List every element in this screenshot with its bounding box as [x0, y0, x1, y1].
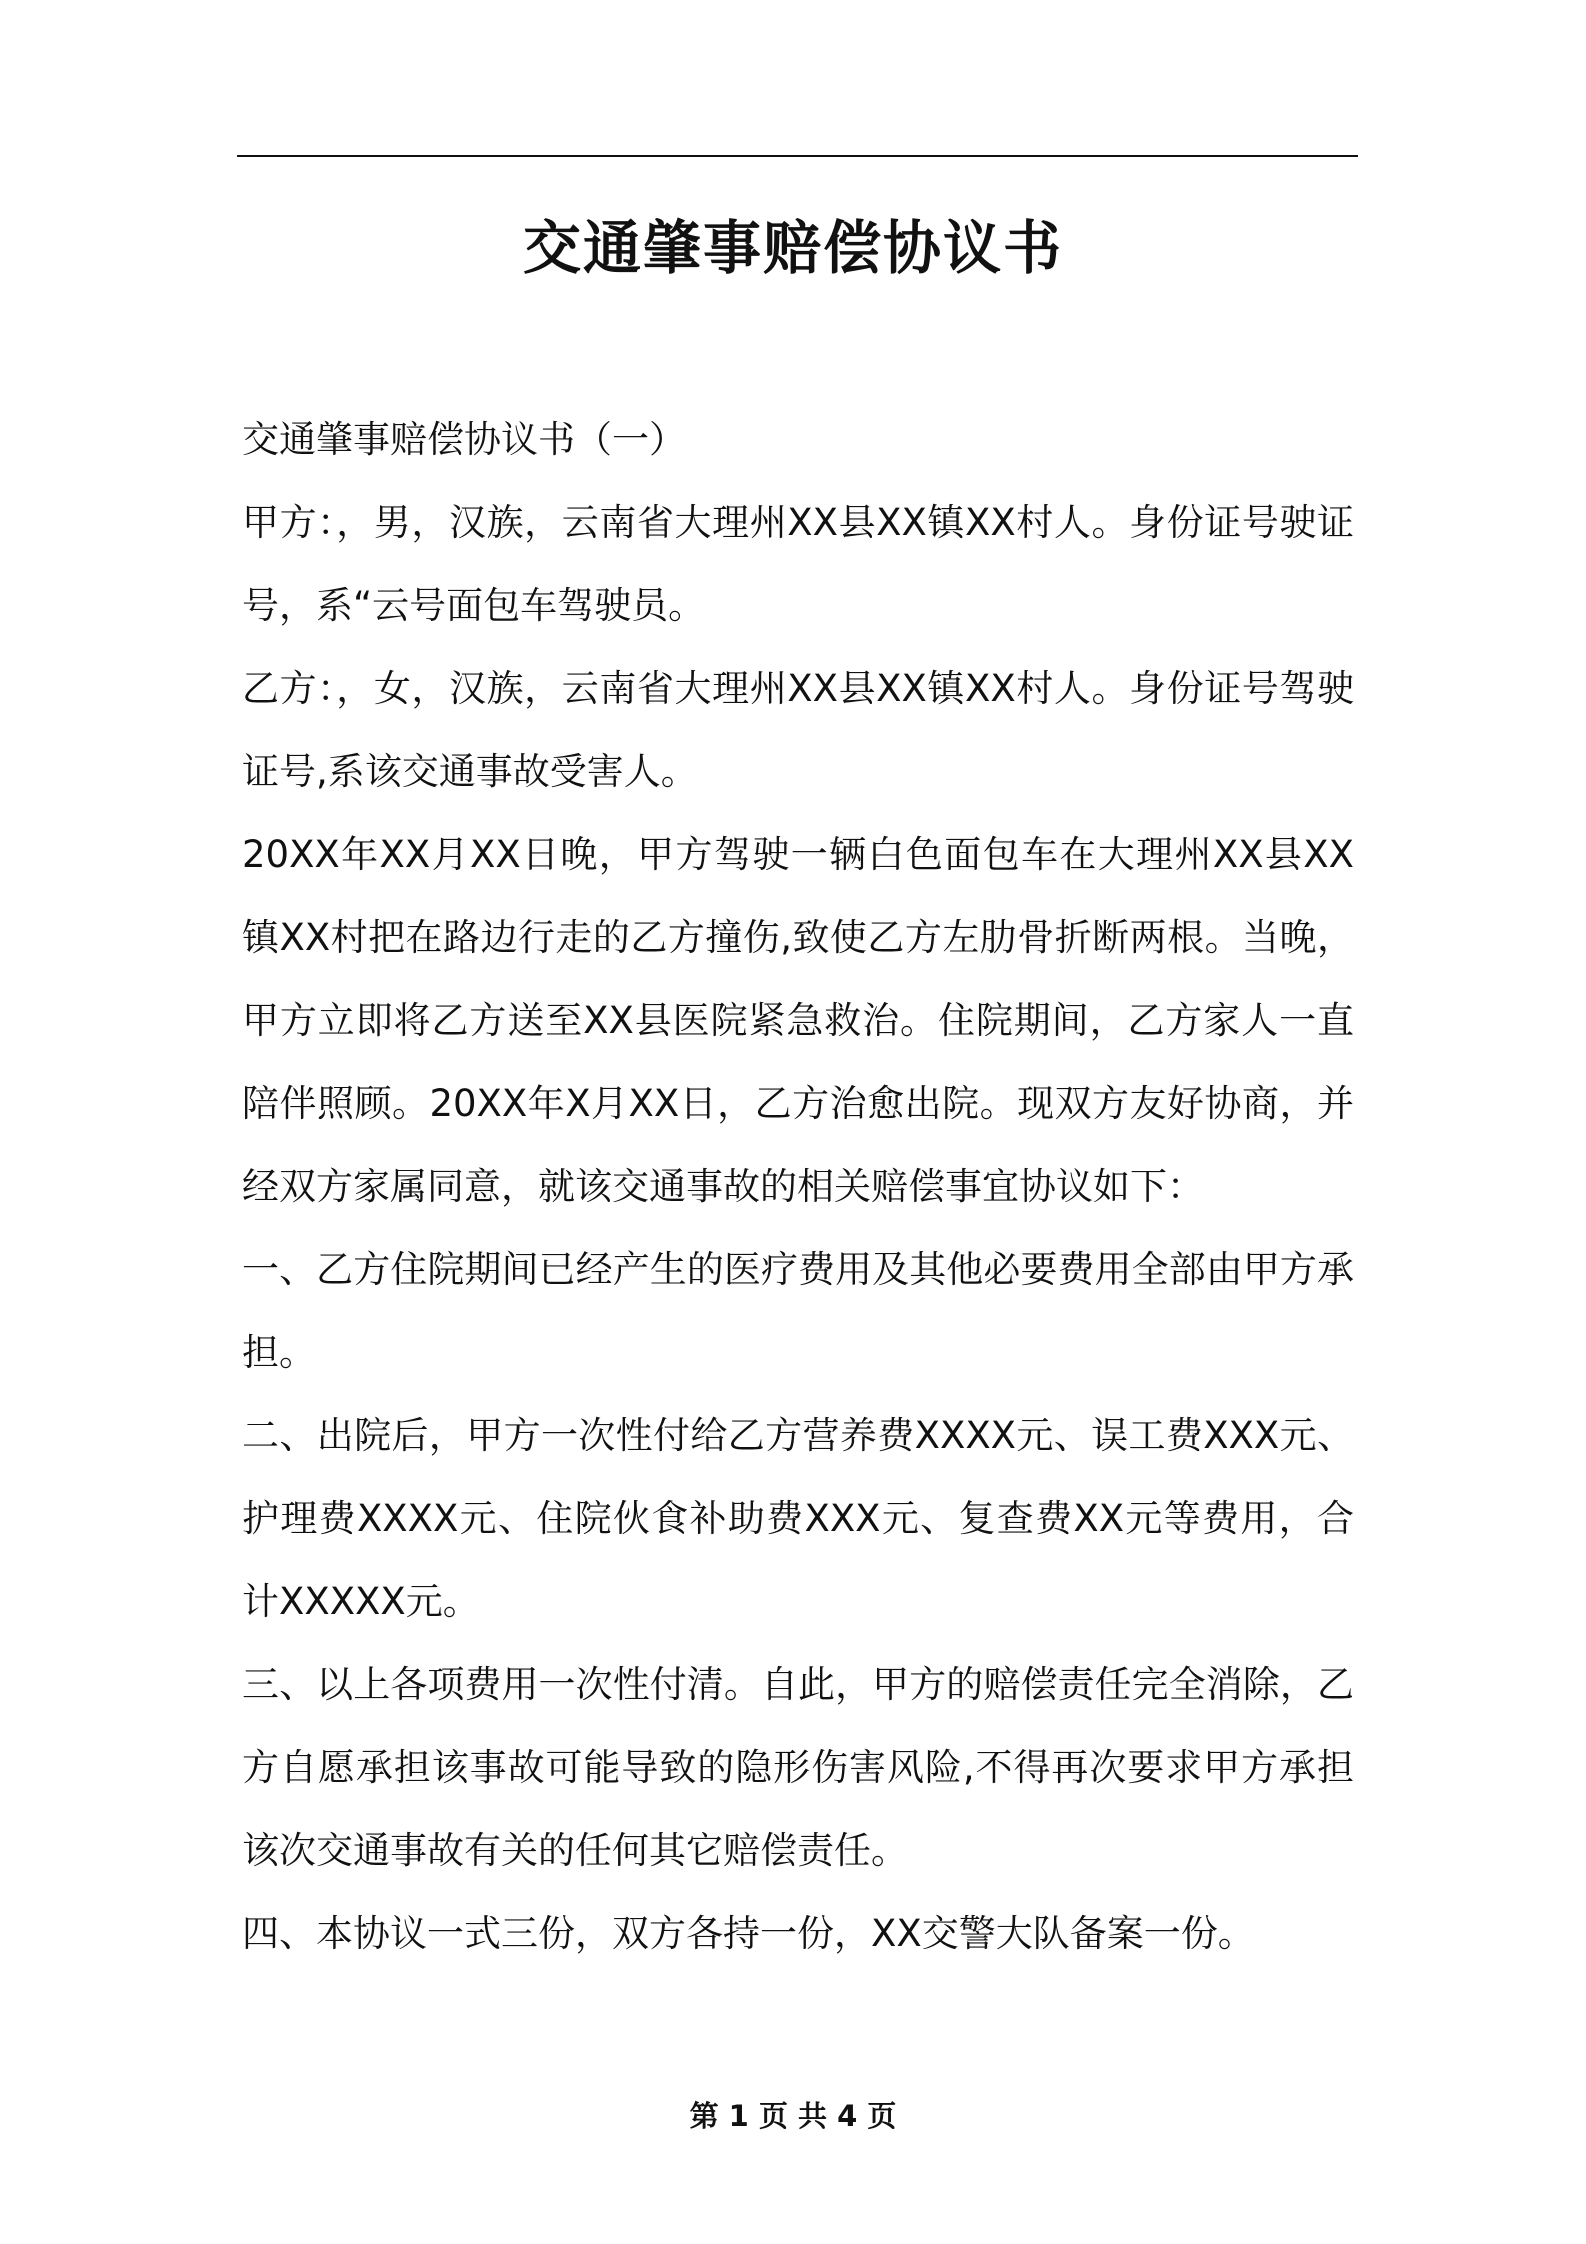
paragraph-clause-4: 四、本协议一式三份，双方各持一份，XX交警大队备案一份。	[242, 1912, 1255, 1955]
paragraph-clause-2: 二、出院后，甲方一次性付给乙方营养费XXXX元、误工费XXX元、护理费XXXX元、住院伙食补助费XXX元、复查费XX元等费用，合计XXXXX元。	[242, 1414, 1354, 1623]
document-body	[242, 398, 1354, 1975]
page-number-footer: 第 1 页 共 4 页	[689, 2099, 897, 2133]
paragraph-party-b: 乙方：，女，汉族，云南省大理州XX县XX镇XX村人。身份证号驾驶证号,系该交通事故受害人。	[242, 667, 1354, 793]
paragraph-incident: 20XX年XX月XX日晚，甲方驾驶一辆白色面包车在大理州XX县XX镇XX村把在路边行走的乙方撞伤,致使乙方左肋骨折断两根。当晚，甲方立即将乙方送至XX县医院紧急救治。住院期间，乙方家人一直陪伴照顾。20XX年X月XX日，乙方治愈出院。现双方友好协商，并经双方家属同意，就该交通事故的相关赔偿事宜协议如下：	[242, 833, 1354, 1208]
document-subtitle: 交通肇事赔偿协议书（一）	[242, 418, 686, 461]
paragraph-clause-1: 一、乙方住院期间已经产生的医疗费用及其他必要费用全部由甲方承担。	[242, 1248, 1354, 1374]
paragraph-clause-3: 三、以上各项费用一次性付清。自此，甲方的赔偿责任完全消除，乙方自愿承担该事故可能导致的隐形伤害风险,不得再次要求甲方承担该次交通事故有关的任何其它赔偿责任。	[242, 1663, 1354, 1872]
paragraph-party-a: 甲方：，男，汉族，云南省大理州XX县XX镇XX村人。身份证号驶证号，系“云号面包车驾驶员。	[242, 501, 1354, 627]
header-rule	[237, 155, 1358, 157]
document-title: 交通肇事赔偿协议书	[522, 214, 1063, 282]
